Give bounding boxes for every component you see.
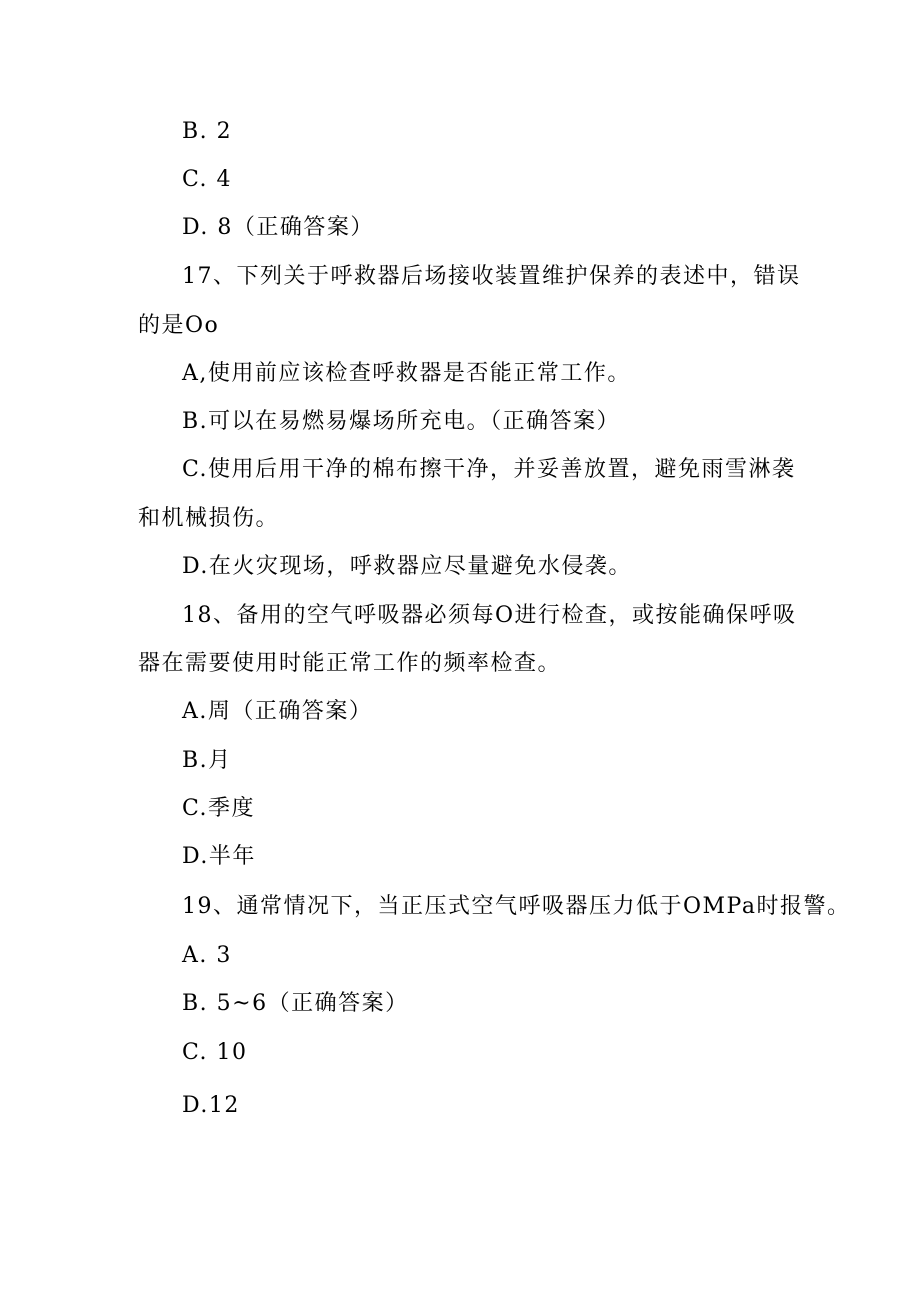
q19-option-c: C. 10 [182, 1040, 248, 1065]
q18-option-a: A.周（正确答案） [182, 699, 373, 724]
q16-option-d: D. 8（正确答案） [182, 215, 374, 240]
q19-option-a: A. 3 [182, 943, 232, 968]
q17-option-c-cont: 和机械损伤。 [138, 506, 280, 531]
q17-stem-line2: 的是Oo [138, 313, 220, 338]
q19-option-d: D.12 [182, 1093, 240, 1118]
q17-option-d: D.在火灾现场，呼救器应尽量避免水侵袭。 [182, 554, 632, 579]
q18-option-d: D.半年 [182, 844, 256, 869]
q19-option-b: B. 5~6（正确答案） [182, 991, 409, 1016]
q17-option-b: B.可以在易燃易爆场所充电。（正确答案） [182, 409, 621, 434]
q18-stem-line1: 18、备用的空气呼吸器必须每O进行检查，或按能确保呼吸 [182, 603, 797, 628]
q17-option-c: C.使用后用干净的棉布擦干净，并妥善放置，避免雨雪淋袭 [182, 457, 796, 482]
q19-stem-line1: 19、通常情况下，当正压式空气呼吸器压力低于OMPa时报警。 [182, 894, 851, 919]
q16-option-c: C. 4 [182, 167, 233, 192]
q16-option-b: B. 2 [182, 119, 233, 144]
q18-stem-line2: 器在需要使用时能正常工作的频率检查。 [138, 651, 562, 676]
q18-option-c: C.季度 [182, 796, 256, 821]
q17-option-a: A,使用前应该检查呼救器是否能正常工作。 [182, 361, 631, 386]
q18-option-b: B.月 [182, 748, 232, 773]
q17-stem-line1: 17、下列关于呼救器后场接收装置维护保养的表述中，错误 [182, 264, 801, 289]
